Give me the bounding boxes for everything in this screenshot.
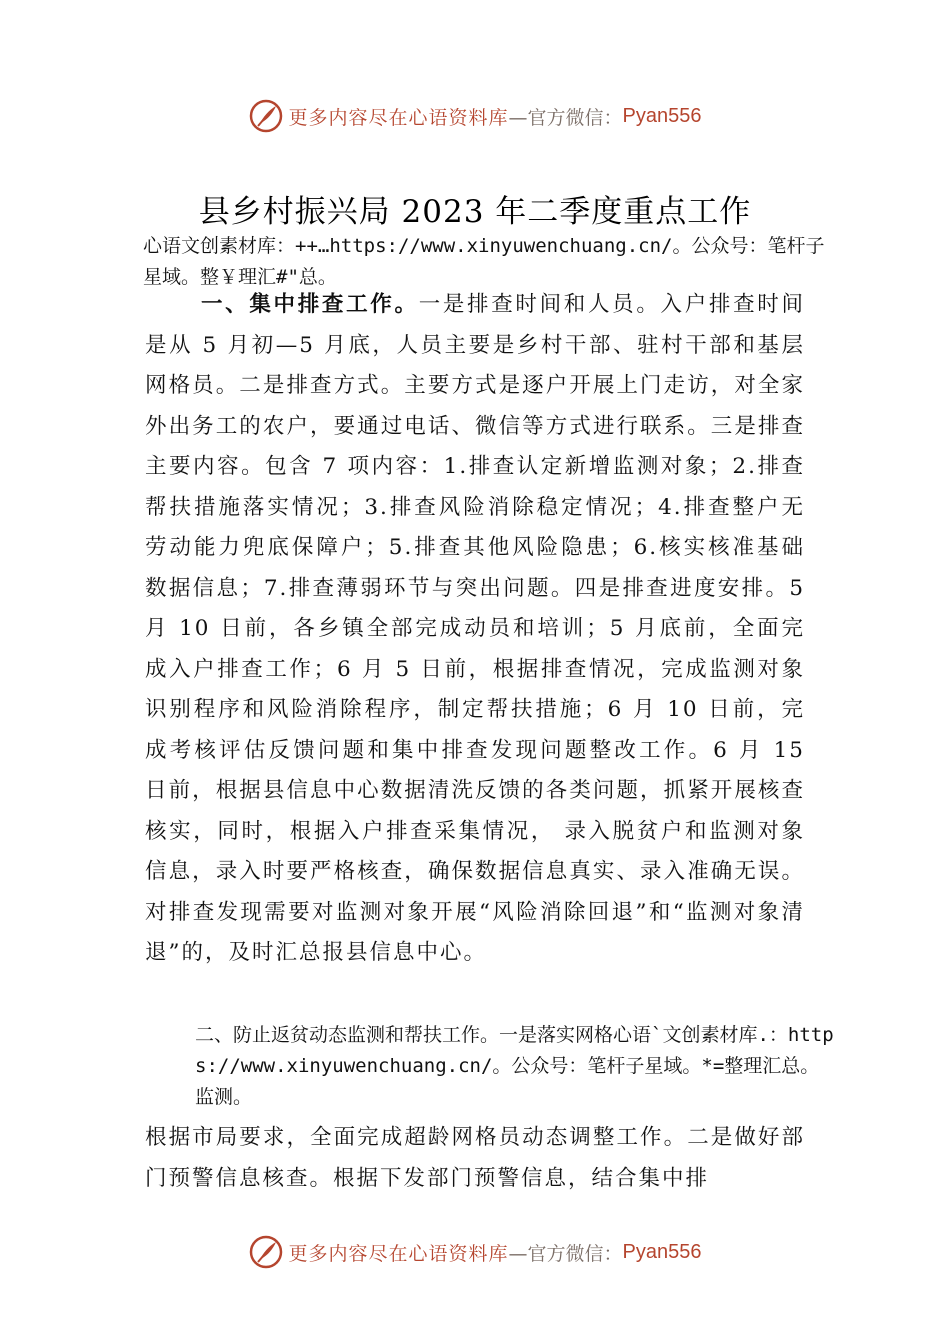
header-banner [0,96,950,136]
banner-brand-text: 更多内容尽在心语资料库 [288,106,509,129]
section-1-heading: 一、集中排查工作。 [201,292,419,317]
banner-wechat-id: Pyan556 [622,104,702,127]
section-2-paragraph: 根据市局要求，全面完成超龄网格员动态调整工作。二是做好部门预警信息核查。根据下发部门预警信息，结合集中排 [145,1125,805,1191]
quill-logo-icon [249,99,283,133]
section-1-body: 一是排查时间和人员。入户排查时间是从 5 月初—5 月底，人员主要是乡村干部、驻村干部和基层网格员。二是排查方式。主要方式是逐户开展上门走访，对全家外出务工的农户，要通过电话、微信等方式进行联系。三是排查主要内容。包含 7 项内容：1.排查认定新增监测对象；2.排查帮扶措施落实情况；3.排查风险消除稳定情况；4.排查整户无劳动能力兜底保障户；5.排查其他风险隐患；6.核实核准基础数据信息；7.排查薄弱环节与突出问题。四是排查进度安排。5 月 10 日前，各乡镇全部完成动员和培训；5 月底前，全面完成入户排查工作；6 月 5 日前，根据排查情况，完成监测对象识别程序和风险消除程序，制定帮扶措施；6 月 10 日前，完成考核评估反馈问题和集中排查发现问题整改工作。6 月 15 日前，根据县信息中心数据清洗反馈的各类问题，抓紧开展核查核实，同时，根据入户排查采集情况， 录入脱贫户和监测对象信息，录入时要严格核查，确保数据信息真实、录入准确无误。对排查发现需要对监测对象开展“风险消除回退”和“监测对象清退”的，及时汇总报县信息中心。 [145,292,805,965]
banner-separator-text: —官方微信： [508,1242,623,1265]
watermark-notice-1: 心语文创素材库：++…https://www.xinyuwenchuang.cn/。公众号：笔杆子星域。整￥理汇#"总。 [143,235,825,288]
banner-wechat-id: Pyan556 [622,1240,702,1263]
section-1-paragraph [145,285,805,974]
quill-logo-icon [249,1235,283,1269]
document-title: 县乡村振兴局 2023 年二季度重点工作 [198,194,752,230]
watermark-notice-2: 二、防止返贫动态监测和帮扶工作。一是落实网格心语`文创素材库.：https://www.xinyuwenchuang.cn/。公众号：笔杆子星域。*=整理汇总。监测。 [195,1024,834,1108]
footer-banner [0,1232,950,1272]
banner-brand-text: 更多内容尽在心语资料库 [288,1242,509,1265]
banner-separator-text: —官方微信： [508,106,623,129]
